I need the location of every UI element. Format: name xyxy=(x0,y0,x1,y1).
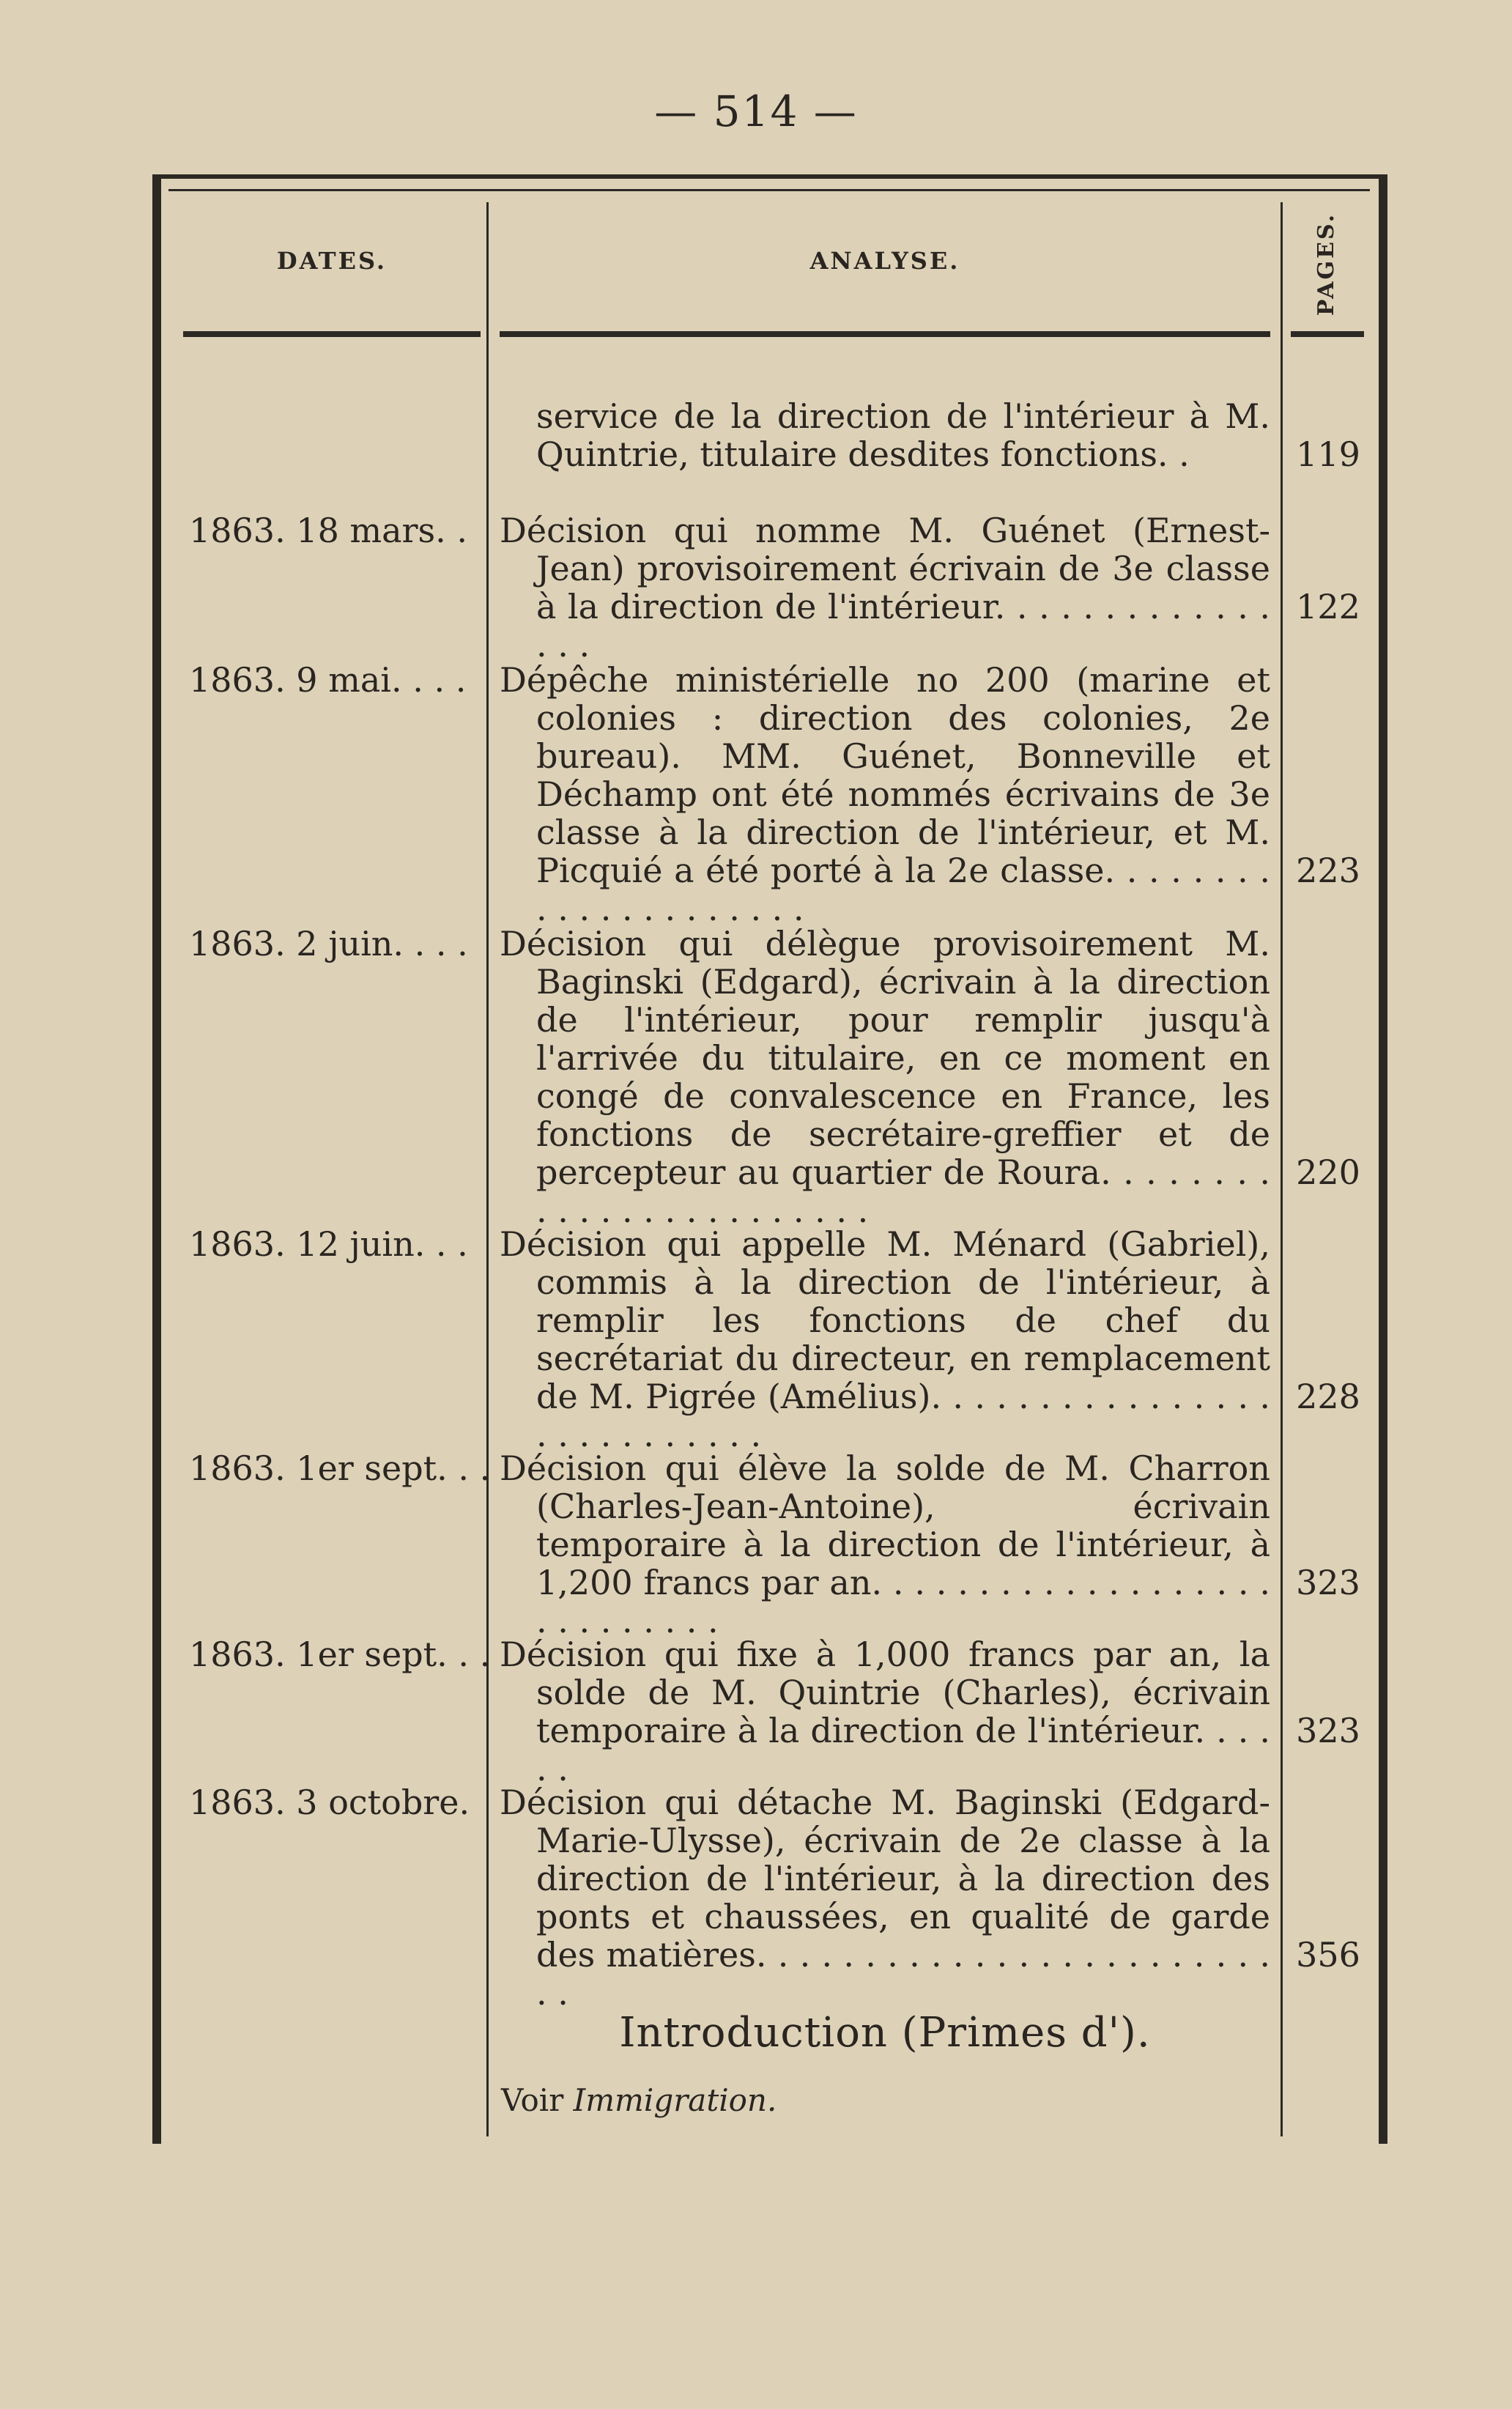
header-rule-pages xyxy=(1291,331,1364,337)
entry-text: Décision qui élève la solde de M. Charron (Charles-Jean-Antoine), écrivain temporaire à la direction de l'intérieur, à 1,200 francs par an. . . . . . . . . . . . . . . . . . . . . . . . . . . . xyxy=(500,1448,1270,1640)
header-analyse: ANALYSE. xyxy=(809,247,960,275)
header-dates: DATES. xyxy=(276,247,388,275)
entry-page: 220 xyxy=(1296,1152,1360,1192)
header-rule-dates xyxy=(183,331,481,337)
entry-page: 323 xyxy=(1296,1563,1360,1602)
entry-text: Décision qui fixe à 1,000 francs par an, la solde de M. Quintrie (Charles), écrivain temporaire à la direction de l'intérieur. . . . . . xyxy=(500,1635,1270,1788)
entry-page: 228 xyxy=(1296,1377,1360,1416)
page-number: — 514 — xyxy=(654,86,858,136)
entry-text: Décision qui nomme M. Guénet (Ernest-Jean) provisoirement écrivain de 3e classe à la direction de l'intérieur. . . . . . . . . . . . . . . . xyxy=(500,511,1270,665)
see-also-target: Immigration. xyxy=(573,2082,777,2118)
entry-text: service de la direction de l'intérieur à M. Quintrie, titulaire desdites fonctions. . xyxy=(536,396,1270,474)
entry-page: 356 xyxy=(1296,1935,1360,1975)
header-pages: PAGES. xyxy=(1313,212,1340,316)
entry-text: Décision qui détache M. Baginski (Edgard-Marie-Ulysse), écrivain de 2e classe à la direction de l'intérieur, à la direction des ponts et chaussées, en qualité de garde des matières. . . . . . . . . . . . . . . . . . . . . . . . . . xyxy=(500,1783,1270,2013)
entry-date: 1863. 2 juin. . . . xyxy=(189,924,468,963)
entry-date: 1863. 18 mars. . xyxy=(189,511,467,550)
see-also-reference xyxy=(501,2082,777,2118)
table-inner-top-rule xyxy=(168,189,1370,191)
entry-text: Décision qui appelle M. Ménard (Gabriel), commis à la direction de l'intérieur, à remplir les fonctions de chef du secrétariat du directeur, en remplacement de M. Pigrée (Amélius). . . . . . . . . . . . . . . . . . . . . . . . . . . xyxy=(500,1224,1270,1454)
header-rule-analyse xyxy=(500,331,1270,337)
entry-date: 1863. 9 mai. . . . xyxy=(189,660,467,700)
entry-page: 122 xyxy=(1296,587,1360,626)
entry-page: 119 xyxy=(1296,434,1360,474)
entry-date: 1863. 1er sept. . . xyxy=(189,1448,491,1488)
entry-date: 1863. 1er sept. . . xyxy=(189,1635,491,1674)
entry-date: 1863. 3 octobre. xyxy=(189,1783,470,1822)
column-divider-pages xyxy=(1281,202,1283,2136)
entry-page: 323 xyxy=(1296,1711,1360,1750)
column-divider-dates xyxy=(486,202,489,2136)
section-title: Introduction (Primes d'). xyxy=(619,2009,1151,2057)
see-also-prefix: Voir xyxy=(501,2082,564,2118)
entry-text: Dépêche ministérielle no 200 (marine et colonies : direction des colonies, 2e bureau). MM. Guénet, Bonneville et Déchamp ont été nommés écrivains de 3e classe à la direction de l'intérieur, et M. Picquié a été porté à la 2e classe. . . . . . . . . . . . . . . . . . . . . xyxy=(500,660,1270,928)
entry-date: 1863. 12 juin. . . xyxy=(189,1224,468,1264)
entry-text: Décision qui délègue provisoirement M. Baginski (Edgard), écrivain à la direction de l'intérieur, pour remplir jusqu'à l'arrivée du titulaire, en ce moment en congé de convalescence en France, les fonctions de secrétaire-greffier et de percepteur au quartier de Roura. . . . . . . . . . . . . . . . . . . . . . . . xyxy=(500,924,1270,1230)
entry-page: 223 xyxy=(1296,851,1360,890)
